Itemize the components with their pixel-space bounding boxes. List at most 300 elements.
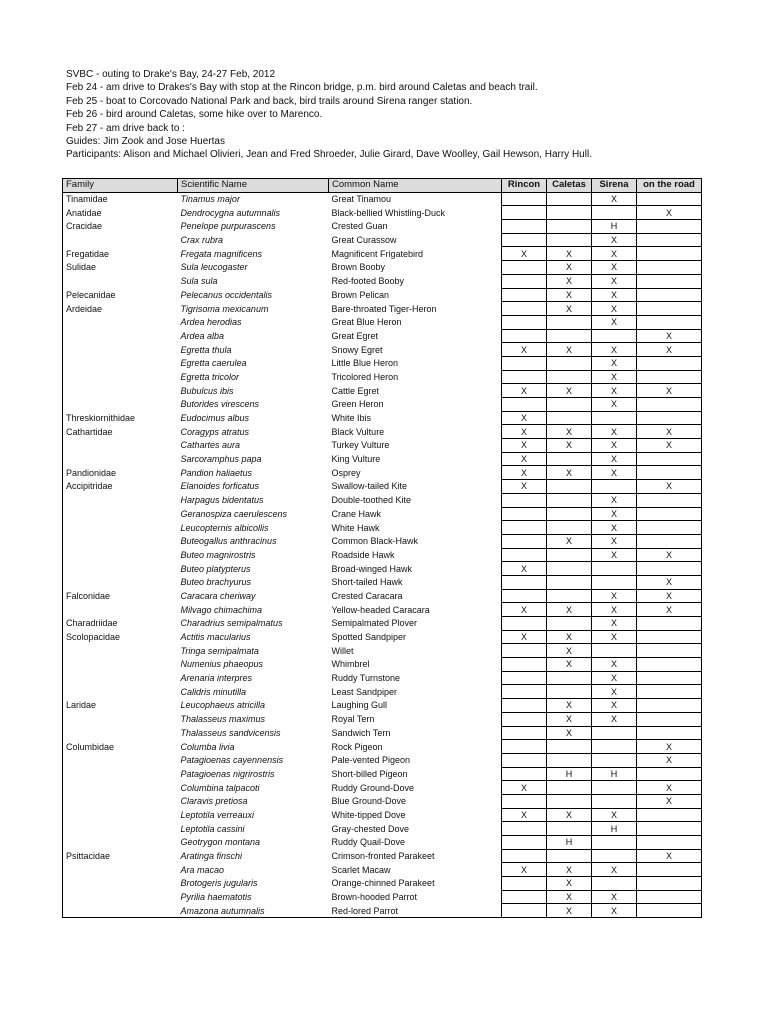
sirena-cell: X	[592, 617, 637, 631]
common-name-cell: Brown-hooded Parrot	[329, 890, 502, 904]
on-the-road-cell: X	[637, 384, 702, 398]
rincon-cell	[502, 822, 547, 836]
on-the-road-cell	[637, 356, 702, 370]
scientific-name-cell: Buteo magnirostris	[180, 549, 256, 560]
scientific-name-cell: Tinamus major	[180, 194, 240, 205]
scientific-name-cell: Harpagus bidentatus	[180, 495, 264, 506]
sirena-cell	[592, 644, 637, 658]
on-the-road-cell	[637, 822, 702, 836]
common-name-cell: Spotted Sandpiper	[329, 630, 502, 644]
family-cell: Accipitridae	[63, 480, 178, 494]
family-cell: Scolopacidae	[63, 630, 178, 644]
on-the-road-cell	[637, 534, 702, 548]
sirena-cell: X	[592, 425, 637, 439]
family-cell	[63, 507, 178, 521]
sirena-cell: X	[592, 493, 637, 507]
scientific-name-cell: Claravis pretiosa	[180, 796, 248, 807]
rincon-cell: X	[502, 603, 547, 617]
caletas-cell	[547, 411, 592, 425]
common-name-cell: Black Vulture	[329, 425, 502, 439]
table-row	[63, 220, 702, 234]
table-row	[63, 480, 702, 494]
caletas-cell	[547, 480, 592, 494]
table-row	[63, 877, 702, 891]
on-the-road-cell	[637, 315, 702, 329]
common-name-cell: Brown Pelican	[329, 288, 502, 302]
family-cell	[63, 356, 178, 370]
common-name-cell: Brown Booby	[329, 261, 502, 275]
scientific-name-cell: Eudocimus albus	[180, 413, 250, 424]
on-the-road-cell	[637, 288, 702, 302]
sirena-cell: X	[592, 233, 637, 247]
sirena-cell: X	[592, 247, 637, 261]
family-cell	[63, 452, 178, 466]
rincon-cell	[502, 548, 547, 562]
rincon-cell	[502, 753, 547, 767]
scientific-name-cell: Milvago chimachima	[180, 604, 263, 615]
scientific-name-cell: Coragyps atratus	[180, 426, 250, 437]
common-name-cell: Great Tinamou	[329, 192, 502, 206]
sirena-cell: H	[592, 767, 637, 781]
trip-header	[66, 68, 592, 162]
rincon-cell	[502, 370, 547, 384]
on-the-road-cell	[637, 274, 702, 288]
rincon-cell	[502, 726, 547, 740]
scientific-name-cell: Geotrygon montana	[180, 837, 261, 848]
table-row	[63, 712, 702, 726]
scientific-name-cell: Egretta tricolor	[180, 371, 240, 382]
header-line: Participants: Alison and Michael Olivieri, Jean and Fred Shroeder, Julie Girard, Dave Woolley, Gail Hewson, Harry Hull.	[66, 149, 592, 161]
rincon-cell	[502, 534, 547, 548]
on-the-road-cell	[637, 302, 702, 316]
on-the-road-cell	[637, 904, 702, 918]
rincon-cell	[502, 740, 547, 754]
common-name-cell: Scarlet Macaw	[329, 863, 502, 877]
sirena-cell	[592, 836, 637, 850]
caletas-cell	[547, 220, 592, 234]
bird-checklist-table	[62, 178, 702, 918]
sirena-cell: X	[592, 904, 637, 918]
scientific-name-cell: Pyrilia haematotis	[180, 892, 252, 903]
on-the-road-cell	[637, 712, 702, 726]
scientific-name-cell: Amazona autumnalis	[178, 904, 329, 918]
table-row	[63, 630, 702, 644]
scientific-name-cell: Tigrisoma mexicanum	[180, 303, 269, 314]
scientific-name-cell: Caracara cheriway	[180, 590, 256, 601]
caletas-cell	[547, 589, 592, 603]
common-name-cell: White-tipped Dove	[329, 808, 502, 822]
on-the-road-cell	[637, 562, 702, 576]
on-the-road-cell: X	[637, 794, 702, 808]
on-the-road-cell: X	[637, 603, 702, 617]
rincon-cell: X	[502, 452, 547, 466]
common-name-cell: Crimson-fronted Parakeet	[329, 849, 502, 863]
sirena-cell: X	[592, 658, 637, 672]
family-cell	[63, 534, 178, 548]
rincon-cell	[502, 288, 547, 302]
scientific-name-cell: Bubulcus ibis	[180, 385, 234, 396]
rincon-cell: X	[502, 466, 547, 480]
common-name-cell: Roadside Hawk	[329, 548, 502, 562]
sirena-cell: X	[592, 863, 637, 877]
caletas-cell: X	[547, 644, 592, 658]
common-name-cell: Rock Pigeon	[329, 740, 502, 754]
on-the-road-cell	[637, 671, 702, 685]
scientific-name-cell: Sula leucogaster	[180, 262, 248, 273]
family-cell	[63, 836, 178, 850]
on-the-road-cell: X	[637, 343, 702, 357]
caletas-cell: X	[547, 877, 592, 891]
scientific-name-cell: Ardea herodias	[180, 317, 242, 328]
sirena-cell: X	[592, 699, 637, 713]
on-the-road-cell	[637, 836, 702, 850]
rincon-cell	[502, 220, 547, 234]
common-name-cell: Little Blue Heron	[329, 356, 502, 370]
scientific-name-cell: Penelope purpurascens	[180, 221, 276, 232]
scientific-name-cell: Patagioenas cayennensis	[180, 755, 284, 766]
sirena-cell: H	[592, 220, 637, 234]
sirena-cell	[592, 206, 637, 220]
common-name-cell: White Hawk	[329, 521, 502, 535]
rincon-cell	[502, 302, 547, 316]
caletas-cell	[547, 685, 592, 699]
caletas-cell	[547, 740, 592, 754]
table-row	[63, 343, 702, 357]
scientific-name-cell: Patagioenas nigrirostris	[180, 768, 275, 779]
rincon-cell	[502, 315, 547, 329]
caletas-cell	[547, 794, 592, 808]
sirena-cell: X	[592, 589, 637, 603]
scientific-name-cell: Egretta caerulea	[180, 358, 247, 369]
caletas-cell	[547, 617, 592, 631]
common-name-cell: Red-footed Booby	[329, 274, 502, 288]
sirena-cell	[592, 726, 637, 740]
rincon-cell: X	[502, 808, 547, 822]
on-the-road-cell: X	[637, 425, 702, 439]
scientific-name-cell: Tringa semipalmata	[180, 645, 259, 656]
sirena-cell	[592, 781, 637, 795]
table-row	[63, 794, 702, 808]
family-cell	[63, 603, 178, 617]
rincon-cell	[502, 644, 547, 658]
table-row	[63, 863, 702, 877]
sirena-cell: X	[592, 261, 637, 275]
scientific-name-cell: Leucopternis albicollis	[180, 522, 269, 533]
family-cell	[63, 343, 178, 357]
sirena-cell	[592, 575, 637, 589]
scientific-name-cell: Butorides virescens	[180, 399, 260, 410]
sirena-cell: X	[592, 315, 637, 329]
rincon-cell	[502, 836, 547, 850]
scientific-name-cell: Buteo platypterus	[180, 563, 251, 574]
common-name-cell: Double-toothed Kite	[329, 493, 502, 507]
family-cell	[63, 794, 178, 808]
on-the-road-cell: X	[637, 548, 702, 562]
rincon-cell	[502, 794, 547, 808]
table-row	[63, 617, 702, 631]
caletas-cell: X	[547, 712, 592, 726]
rincon-cell	[502, 658, 547, 672]
sirena-cell: X	[592, 890, 637, 904]
on-the-road-cell	[637, 493, 702, 507]
scientific-name-cell: Numenius phaeopus	[180, 659, 264, 670]
table-row	[63, 329, 702, 343]
caletas-cell: X	[547, 439, 592, 453]
col-caletas: Caletas	[547, 179, 592, 193]
sirena-cell	[592, 480, 637, 494]
sirena-cell	[592, 794, 637, 808]
rincon-cell	[502, 617, 547, 631]
table-row	[63, 247, 702, 261]
caletas-cell: H	[547, 836, 592, 850]
table-row	[63, 398, 702, 412]
table-row	[63, 562, 702, 576]
rincon-cell	[502, 877, 547, 891]
scientific-name-cell: Buteogallus anthracinus	[180, 536, 277, 547]
on-the-road-cell: X	[637, 781, 702, 795]
table-row	[63, 302, 702, 316]
scientific-name-cell: Crax rubra	[180, 235, 224, 246]
rincon-cell	[502, 206, 547, 220]
common-name-cell: Great Curassow	[329, 233, 502, 247]
family-cell	[63, 521, 178, 535]
scientific-name-cell: Columbina talpacoti	[180, 782, 260, 793]
table-row	[63, 822, 702, 836]
common-name-cell: Short-billed Pigeon	[329, 767, 502, 781]
family-cell: Tinamidae	[63, 192, 178, 206]
caletas-cell: X	[547, 247, 592, 261]
scientific-name-cell: Fregata magnificens	[180, 248, 263, 259]
on-the-road-cell	[637, 398, 702, 412]
caletas-cell: X	[547, 384, 592, 398]
sirena-cell: X	[592, 630, 637, 644]
caletas-cell	[547, 781, 592, 795]
col-sirena: Sirena	[592, 179, 637, 193]
caletas-cell	[547, 206, 592, 220]
common-name-cell: Gray-chested Dove	[329, 822, 502, 836]
common-name-cell: Yellow-headed Caracara	[329, 603, 502, 617]
common-name-cell: Great Egret	[329, 329, 502, 343]
on-the-road-cell	[637, 261, 702, 275]
on-the-road-cell: X	[637, 480, 702, 494]
scientific-name-cell: Sula sula	[180, 276, 218, 287]
table-row	[63, 534, 702, 548]
rincon-cell: X	[502, 630, 547, 644]
table-row	[63, 425, 702, 439]
sirena-cell: X	[592, 808, 637, 822]
rincon-cell: X	[502, 343, 547, 357]
header-line: Feb 24 - am drive to Drakes's Bay with stop at the Rincon bridge, p.m. bird around Caletas and beach trail.	[66, 82, 538, 94]
common-name-cell: Green Heron	[329, 398, 502, 412]
family-cell	[63, 753, 178, 767]
family-cell	[63, 644, 178, 658]
rincon-cell: X	[502, 384, 547, 398]
family-cell: Columbidae	[63, 740, 178, 754]
on-the-road-cell: X	[637, 439, 702, 453]
rincon-cell	[502, 712, 547, 726]
common-name-cell: Crested Caracara	[329, 589, 502, 603]
scientific-name-cell: Cathartes aura	[180, 440, 241, 451]
caletas-cell: X	[547, 890, 592, 904]
sirena-cell	[592, 753, 637, 767]
family-cell: Fregatidae	[63, 247, 178, 261]
family-cell: Ardeidae	[63, 302, 178, 316]
table-row	[63, 685, 702, 699]
on-the-road-cell	[637, 630, 702, 644]
common-name-cell: Orange-chinned Parakeet	[329, 877, 502, 891]
sirena-cell: X	[592, 685, 637, 699]
table-row	[63, 575, 702, 589]
family-cell	[63, 658, 178, 672]
table-row	[63, 356, 702, 370]
sirena-cell: X	[592, 548, 637, 562]
caletas-cell: X	[547, 425, 592, 439]
rincon-cell	[502, 589, 547, 603]
table-row	[63, 439, 702, 453]
scientific-name-cell: Elanoides forficatus	[180, 481, 260, 492]
on-the-road-cell	[637, 808, 702, 822]
caletas-cell: X	[547, 343, 592, 357]
common-name-cell: Royal Tern	[329, 712, 502, 726]
table-header-row	[63, 179, 702, 193]
caletas-cell	[547, 356, 592, 370]
family-cell	[63, 877, 178, 891]
on-the-road-cell	[637, 890, 702, 904]
caletas-cell	[547, 575, 592, 589]
table-row	[63, 644, 702, 658]
sirena-cell: X	[592, 603, 637, 617]
table-row	[63, 740, 702, 754]
sirena-cell: X	[592, 192, 637, 206]
common-name-cell: Semipalmated Plover	[329, 617, 502, 631]
col-common-name: Common Name	[329, 179, 502, 193]
scientific-name-cell: Leptotila verreauxi	[180, 809, 255, 820]
scientific-name-cell: Thalasseus maximus	[180, 714, 266, 725]
family-cell	[63, 904, 178, 918]
scientific-name-cell: Brotogeris jugularis	[180, 878, 258, 889]
table-row	[63, 521, 702, 535]
rincon-cell	[502, 521, 547, 535]
on-the-road-cell	[637, 658, 702, 672]
table-row	[63, 233, 702, 247]
rincon-cell	[502, 192, 547, 206]
on-the-road-cell: X	[637, 589, 702, 603]
family-cell	[63, 548, 178, 562]
scientific-name-cell: Egretta thula	[180, 344, 232, 355]
header-line: Feb 25 - boat to Corcovado National Park and back, bird trails around Sirena ranger station.	[66, 95, 473, 107]
rincon-cell: X	[502, 480, 547, 494]
family-cell: Cathartidae	[63, 425, 178, 439]
sirena-cell: X	[592, 343, 637, 357]
common-name-cell: Crane Hawk	[329, 507, 502, 521]
sirena-cell: X	[592, 398, 637, 412]
caletas-cell: X	[547, 699, 592, 713]
scientific-name-cell: Ardea alba	[180, 330, 225, 341]
family-cell: Charadriidae	[63, 617, 178, 631]
caletas-cell	[547, 452, 592, 466]
sirena-cell: X	[592, 439, 637, 453]
caletas-cell: X	[547, 288, 592, 302]
on-the-road-cell	[637, 192, 702, 206]
scientific-name-cell: Buteo brachyurus	[180, 577, 252, 588]
caletas-cell: X	[547, 466, 592, 480]
table-row	[63, 507, 702, 521]
caletas-cell: X	[547, 603, 592, 617]
rincon-cell	[502, 507, 547, 521]
common-name-cell: Bare-throated Tiger-Heron	[329, 302, 502, 316]
common-name-cell: Swallow-tailed Kite	[329, 480, 502, 494]
caletas-cell: X	[547, 808, 592, 822]
on-the-road-cell	[637, 699, 702, 713]
rincon-cell	[502, 261, 547, 275]
on-the-road-cell	[637, 685, 702, 699]
rincon-cell	[502, 274, 547, 288]
scientific-name-cell: Pelecanus occidentalis	[180, 289, 273, 300]
common-name-cell: King Vulture	[329, 452, 502, 466]
common-name-cell: Great Blue Heron	[329, 315, 502, 329]
col-on-the-road: on the road	[637, 179, 702, 193]
rincon-cell: X	[502, 781, 547, 795]
scientific-name-cell: Sarcoramphus papa	[180, 454, 262, 465]
common-name-cell: Ruddy Turnstone	[329, 671, 502, 685]
col-rincon: Rincon	[502, 179, 547, 193]
common-name-cell: Snowy Egret	[329, 343, 502, 357]
table-row	[63, 274, 702, 288]
family-cell: Laridae	[63, 699, 178, 713]
family-cell: Psittacidae	[63, 849, 178, 863]
on-the-road-cell	[637, 411, 702, 425]
table-row	[63, 466, 702, 480]
family-cell: Sulidae	[63, 261, 178, 275]
common-name-cell: Cattle Egret	[329, 384, 502, 398]
col-family: Family	[63, 179, 178, 193]
common-name-cell: Least Sandpiper	[329, 685, 502, 699]
rincon-cell	[502, 398, 547, 412]
sirena-cell: X	[592, 302, 637, 316]
on-the-road-cell: X	[637, 329, 702, 343]
family-cell	[63, 822, 178, 836]
caletas-cell	[547, 507, 592, 521]
caletas-cell: X	[547, 261, 592, 275]
family-cell	[63, 890, 178, 904]
caletas-cell: X	[547, 863, 592, 877]
header-line: Guides: Jim Zook and Jose Huertas	[66, 136, 225, 148]
caletas-cell	[547, 849, 592, 863]
table-row	[63, 315, 702, 329]
common-name-cell: Sandwich Tern	[329, 726, 502, 740]
table-row	[63, 890, 702, 904]
family-cell	[63, 808, 178, 822]
rincon-cell	[502, 575, 547, 589]
sirena-cell: X	[592, 521, 637, 535]
common-name-cell: Ruddy Ground-Dove	[329, 781, 502, 795]
scientific-name-cell: Ara macao	[180, 864, 225, 875]
caletas-cell: X	[547, 302, 592, 316]
family-cell	[63, 575, 178, 589]
table-row	[63, 699, 702, 713]
on-the-road-cell: X	[637, 575, 702, 589]
on-the-road-cell	[637, 521, 702, 535]
scientific-name-cell: Thalasseus sandvicensis	[180, 727, 281, 738]
rincon-cell: X	[502, 247, 547, 261]
col-scientific-name: Scientific Name	[178, 179, 329, 193]
common-name-cell: Broad-winged Hawk	[329, 562, 502, 576]
sirena-cell	[592, 877, 637, 891]
sirena-cell: X	[592, 384, 637, 398]
on-the-road-cell: X	[637, 206, 702, 220]
family-cell: Pandionidae	[63, 466, 178, 480]
sirena-cell: X	[592, 534, 637, 548]
